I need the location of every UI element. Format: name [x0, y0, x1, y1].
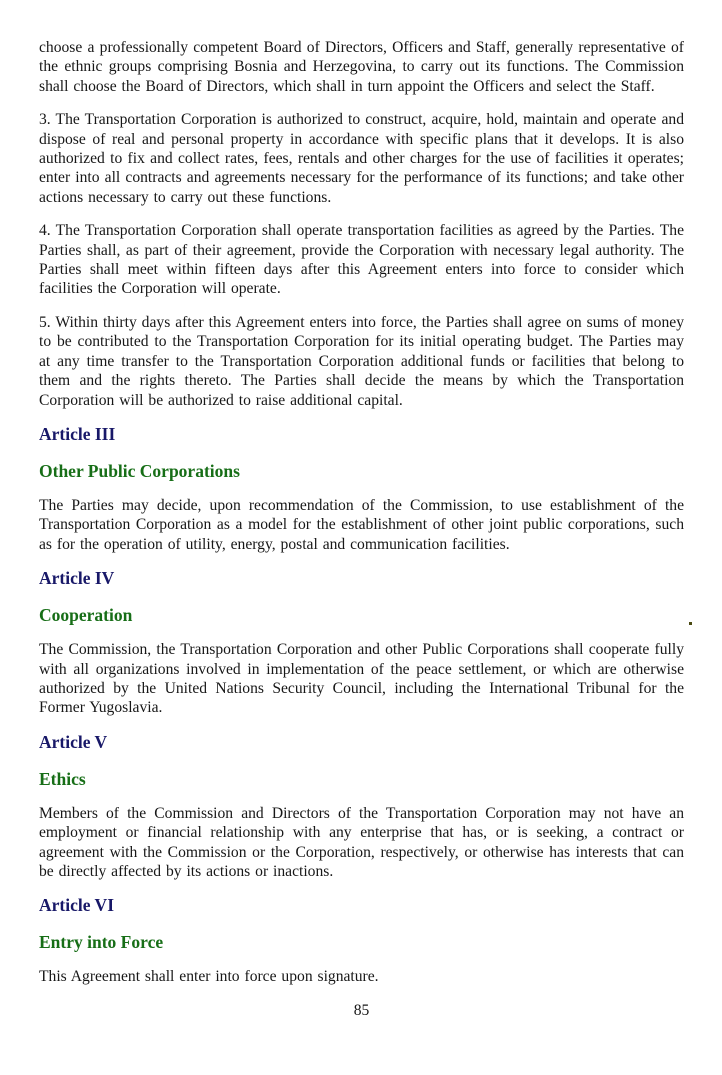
article-vi-body: This Agreement shall enter into force upon signature. — [39, 968, 379, 986]
article-iii-heading: Article III — [39, 423, 116, 444]
article-iii-subheading: Other Public Corporations — [39, 460, 240, 481]
article-vi-heading: Article VI — [39, 895, 114, 916]
numbered-paragraph-4: 4. The Transportation Corporation shall operate transportation facilities as agreed by the Parties. The Parties shall, as part of their agreement, provide the Corporation with necessary legal authority. The Parties shall meet within fifteen days after this Agreement enters into force to consider which facilities the Corporation will operate. — [39, 222, 684, 298]
paragraph-intro-continuation: choose a professionally competent Board of Directors, Officers and Staff, generally representative of the ethnic groups comprising Bosnia and Herzegovina, to carry out its functions. The Commission shall choose the Board of Directors, which shall in turn appoint the Officers and select the Staff. — [39, 39, 684, 95]
numbered-paragraph-5: 5. Within thirty days after this Agreement enters into force, the Parties shall agree on sums of money to be contributed to the Transportation Corporation for its initial operating budget. The Parties may at any time transfer to the Transportation Corporation additional funds or facilities that belong to them and the rights thereto. The Parties shall decide the means by which the Transportation Corporation will be authorized to raise additional capital. — [39, 313, 684, 409]
article-iii-body: The Parties may decide, upon recommendation of the Commission, to use establishment of the Transportation Corporation as a model for the establishment of other joint public corporations, such as for the operation of utility, energy, postal and communication facilities. — [39, 496, 684, 553]
numbered-paragraph-3: 3. The Transportation Corporation is authorized to construct, acquire, hold, maintain and operate and dispose of real and personal property in accordance with specific plans that it develops. It is also authorized to fix and collect rates, fees, rentals and other charges for the use of facilities it operates; enter into all contracts and agreements necessary for the performance of its functions; and take other actions necessary to carry out these functions. — [39, 111, 684, 206]
scan-artifact-speck — [689, 622, 692, 625]
article-iv-subheading: Cooperation — [39, 605, 133, 626]
article-v-heading: Article V — [39, 731, 108, 752]
page-number: 85 — [353, 1001, 370, 1019]
article-iv-body: The Commission, the Transportation Corporation and other Public Corporations shall cooperate fully with all organizations involved in implementation of the peace settlement, or which are otherwise authorized by the United Nations Security Council, including the International Tribunal for the Former Yugoslavia. — [39, 641, 684, 717]
article-vi-subheading: Entry into Force — [39, 932, 164, 953]
article-v-subheading: Ethics — [39, 768, 86, 789]
article-v-body: Members of the Commission and Directors of the Transportation Corporation may not have an employment or financial relationship with any enterprise that has, or is seeking, a contract or agreement with the Commission or the Corporation, respectively, or otherwise has interests that can be directly affected by its actions or inactions. — [39, 804, 684, 880]
article-iv-heading: Article IV — [39, 568, 115, 589]
